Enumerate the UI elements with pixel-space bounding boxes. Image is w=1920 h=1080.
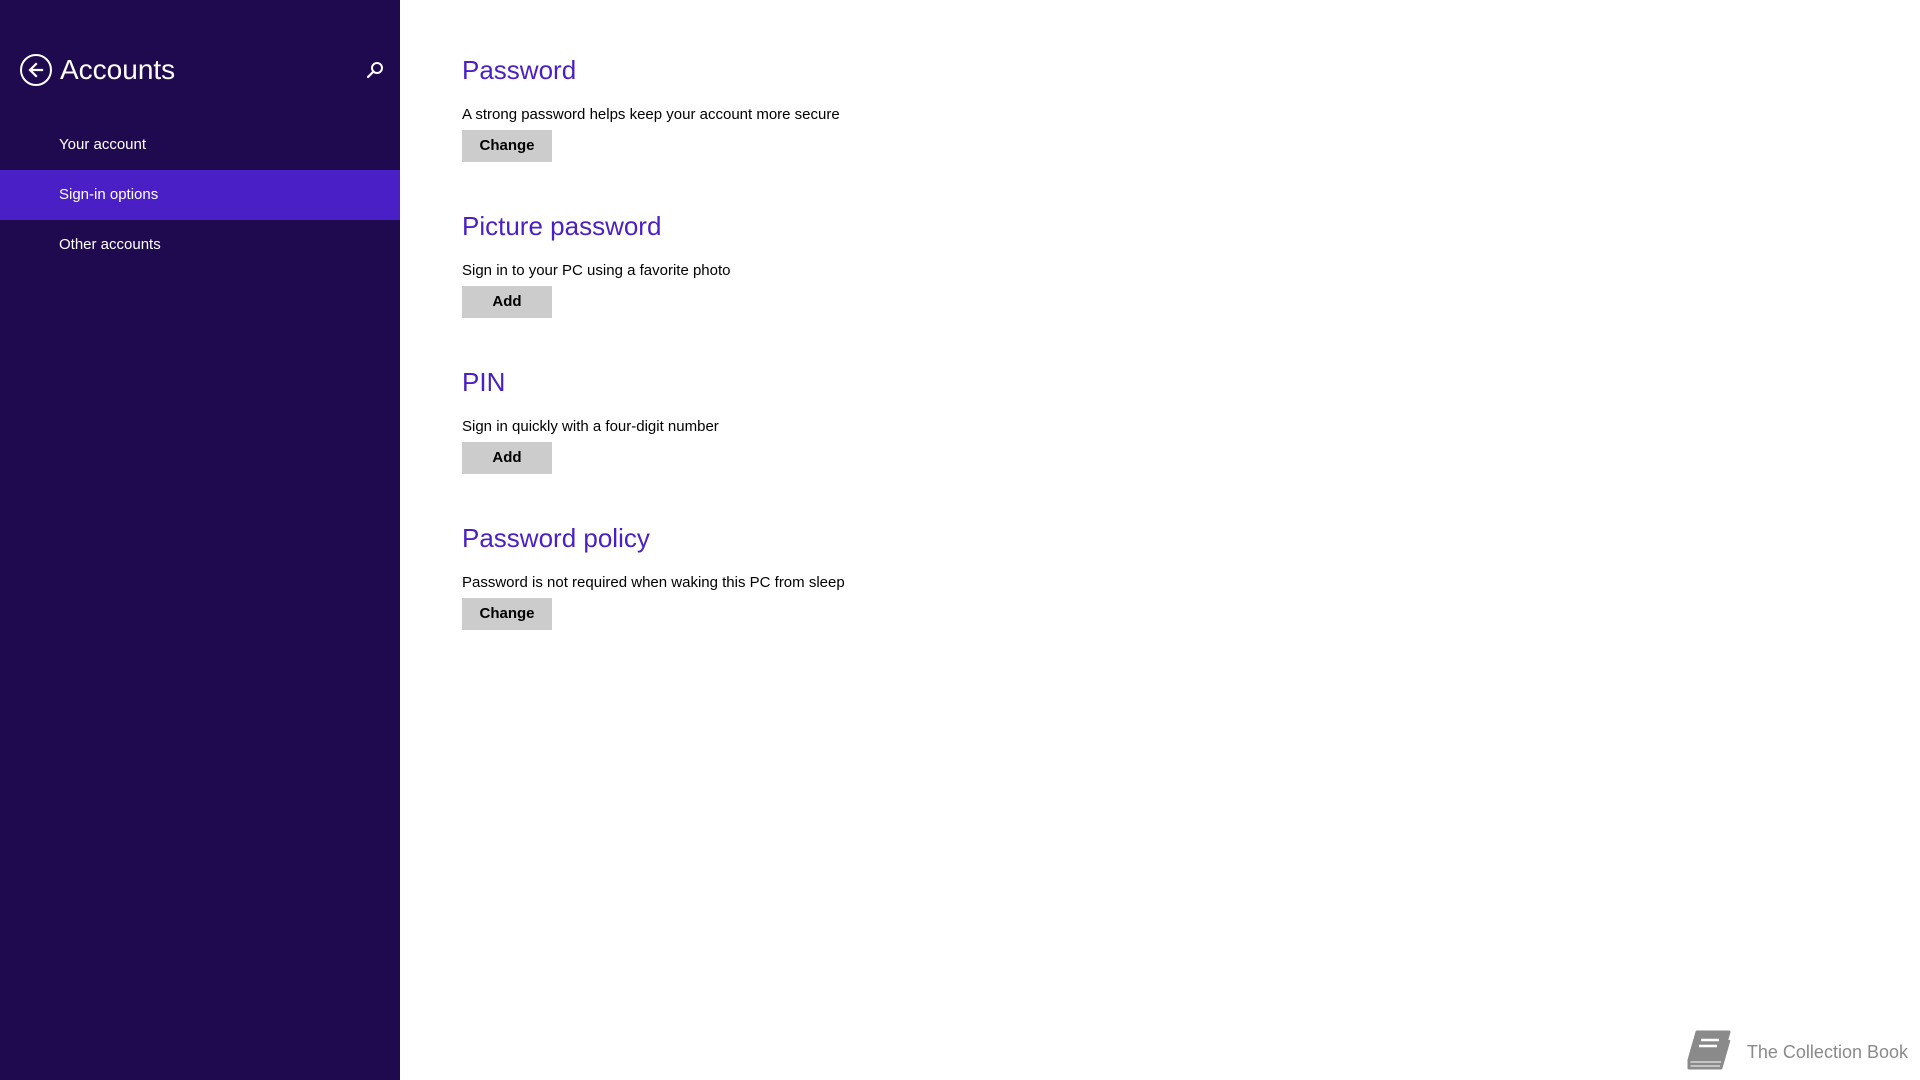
section-title: Password [462,55,577,85]
section-title: Picture password [462,211,662,241]
sidebar [0,0,400,1080]
section-description: Sign in quickly with a four-digit number [462,418,719,435]
picture-password-section [462,206,1362,362]
page-title: Accounts [60,54,176,85]
sidebar-item-other-accounts[interactable]: Other accounts [59,236,161,253]
search-icon[interactable] [365,60,385,80]
password-policy-section [462,518,1362,674]
section-description: Password is not required when waking this PC from sleep [462,574,845,591]
change-password-policy-button[interactable]: Change [462,598,552,630]
add-picture-password-button[interactable]: Add [462,286,552,318]
section-description: Sign in to your PC using a favorite photo [462,262,731,279]
section-title: PIN [462,367,506,397]
watermark-text: The Collection Book [1746,1041,1908,1062]
main-content [462,50,1362,674]
pin-section [462,362,1362,518]
book-icon [1683,1026,1735,1078]
sidebar-item-sign-in-options[interactable]: Sign-in options [0,170,400,220]
back-arrow-circle-icon[interactable] [20,54,52,86]
section-description: A strong password helps keep your account more secure [462,106,840,123]
sidebar-nav [0,120,400,270]
password-section [462,50,1362,206]
watermark [1683,1024,1908,1080]
sidebar-header [20,50,385,90]
sidebar-item-your-account[interactable]: Your account [59,136,147,153]
add-pin-button[interactable]: Add [462,442,552,474]
section-title: Password policy [462,523,650,553]
change-password-button[interactable]: Change [462,130,552,162]
